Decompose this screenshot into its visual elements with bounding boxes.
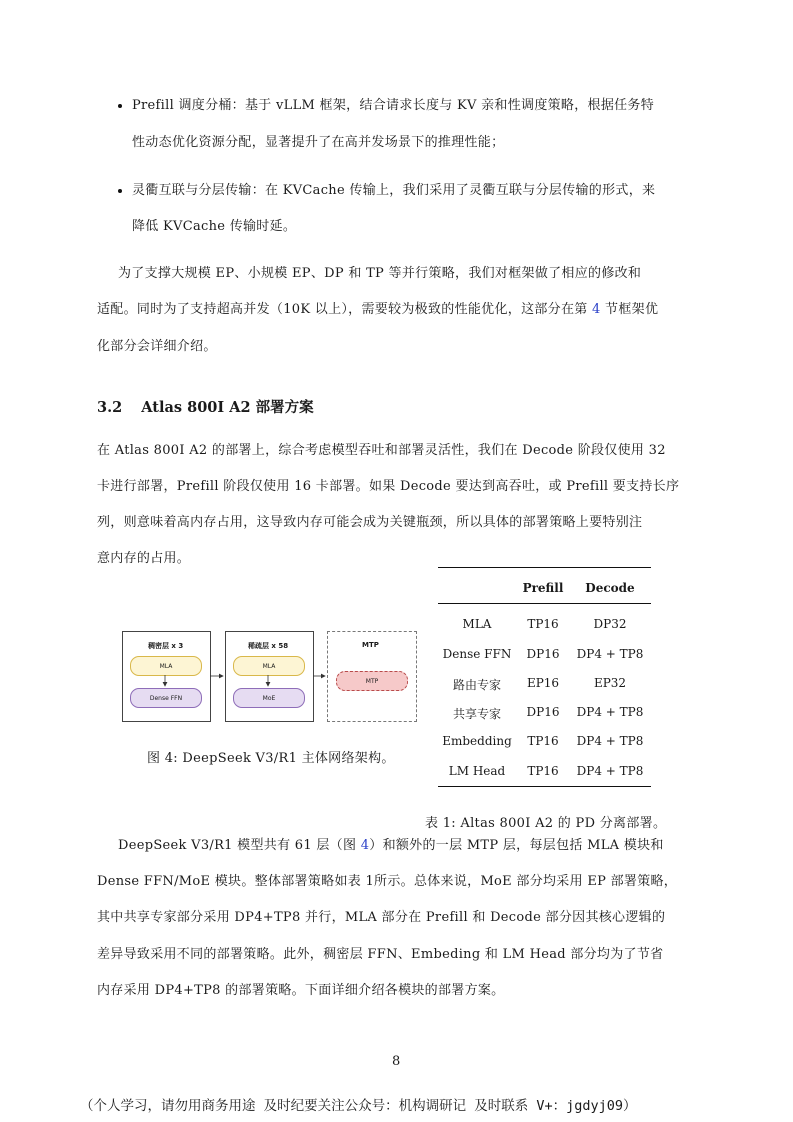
table-row-6-label: LM Head xyxy=(448,764,506,778)
sparse-layer-title: 稀疏层 x 58 xyxy=(248,642,289,650)
para1-line-3: 化部分会详细介绍。 xyxy=(97,339,217,354)
table-header-decode: Decode xyxy=(585,581,635,595)
table-row-4-prefill: DP16 xyxy=(526,705,560,719)
para1-line-2 xyxy=(97,302,658,318)
table-row-1-label: MLA xyxy=(462,617,492,631)
bullet-1-line-2: 性动态优化资源分配，显著提升了在高并发场景下的推理性能； xyxy=(132,135,505,150)
table-bottom-rule xyxy=(438,786,651,787)
table-row-1-prefill: TP16 xyxy=(527,617,559,631)
table-row-6-decode: DP4 + TP8 xyxy=(576,764,644,778)
bullet-2-line-1: 灵衢互联与分层传输：在 KVCache 传输上，我们采用了灵衢互联与分层传输的形式，来 xyxy=(132,183,656,198)
table-top-rule xyxy=(438,567,651,568)
section-heading xyxy=(97,396,314,417)
para1-line-2-text: 适配。同时为了支持超高并发（10K 以上），需要较为极致的性能优化，这部分在第 xyxy=(97,302,593,317)
para2-line-3: 列，则意味着高内存占用，这导致内存可能会成为关键瓶颈，所以具体的部署策略上要特别注 xyxy=(97,515,643,530)
table-header-prefill: Prefill xyxy=(522,581,564,595)
para3-line-3: 其中共享专家部分采用 DP4+TP8 并行，MLA 部分在 Prefill 和 Decode 部分因其核心逻辑的 xyxy=(97,910,666,925)
mtp-node: MTP xyxy=(336,671,408,691)
para3-line-1 xyxy=(118,838,664,854)
table-row-4-decode: DP4 + TP8 xyxy=(576,705,644,719)
bullet-2-line-2: 降低 KVCache 传输时延。 xyxy=(132,219,297,234)
dense-ffn-node: Dense FFN xyxy=(130,688,202,708)
table-caption: 表 1: Altas 800I A2 的 PD 分离部署。 xyxy=(425,816,667,831)
table-row-3-prefill: EP16 xyxy=(526,676,560,690)
footer-note: （个人学习，请勿用商务用途 及时纪要关注公众号：机构调研记 及时联系 V+：jgdyj09） xyxy=(80,1098,637,1114)
dense-layer-title: 稠密层 x 3 xyxy=(148,642,184,650)
para1-line-2-end: 节框架优 xyxy=(605,302,659,317)
table-row-5-label: Embedding xyxy=(442,734,512,748)
table-row-5-prefill: TP16 xyxy=(527,734,559,748)
para3-line-1-text: DeepSeek V3/R1 模型共有 61 层（图 xyxy=(118,838,361,853)
para3-line-2: Dense FFN/MoE 模块。整体部署策略如表 1所示。总体来说，MoE 部分均采用 EP 部署策略， xyxy=(97,874,678,889)
table-row-4-label: 共享专家 xyxy=(452,707,501,721)
para2-line-1: 在 Atlas 800I A2 的部署上，综合考虑模型吞吐和部署灵活性，我们在 Decode 阶段仅使用 32 xyxy=(97,443,666,458)
bullet-1-line-1: Prefill 调度分桶：基于 vLLM 框架，结合请求长度与 KV 亲和性调度策略，根据任务特 xyxy=(132,98,655,113)
page-number: 8 xyxy=(392,1054,401,1069)
figure-caption: 图 4: DeepSeek V3/R1 主体网络架构。 xyxy=(147,751,395,766)
para3-line-5: 内存采用 DP4+TP8 的部署策略。下面详细介绍各模块的部署方案。 xyxy=(97,983,505,998)
section-reference-link[interactable]: 4 xyxy=(592,302,601,317)
table-mid-rule xyxy=(438,603,651,604)
table-row-2-prefill: DP16 xyxy=(526,647,560,661)
table-row-2-label: Dense FFN xyxy=(442,647,512,661)
para2-line-2: 卡进行部署，Prefill 阶段仅使用 16 卡部署。如果 Decode 要达到高吞吐，或 Prefill 要支持长序 xyxy=(97,479,680,494)
figure-reference-link[interactable]: 4 xyxy=(360,838,370,853)
table-row-2-decode: DP4 + TP8 xyxy=(576,647,644,661)
para3-line-1-tail: ）和额外的一层 MTP 层，每层包括 MLA 模块和 xyxy=(369,838,664,853)
sparse-mla-node: MLA xyxy=(233,656,305,676)
para1-line-1: 为了支撑大规模 EP、小规模 EP、DP 和 TP 等并行策略，我们对框架做了相应的修改和 xyxy=(118,266,642,281)
bullet-dot-2 xyxy=(118,189,122,193)
dense-mla-node: MLA xyxy=(130,656,202,676)
bullet-dot-1 xyxy=(118,104,122,108)
table-row-6-prefill: TP16 xyxy=(527,764,559,778)
section-title: Atlas 800I A2 部署方案 xyxy=(141,399,314,416)
para3-line-4: 差异导致采用不同的部署策略。此外，稠密层 FFN、Embeding 和 LM Head 部分均为了节省 xyxy=(97,947,664,962)
table-row-3-label: 路由专家 xyxy=(452,678,501,692)
table-row-3-decode: EP32 xyxy=(593,676,627,690)
moe-node: MoE xyxy=(233,688,305,708)
table-row-1-decode: DP32 xyxy=(593,617,627,631)
mtp-title: MTP xyxy=(362,641,379,649)
section-number: 3.2 xyxy=(97,399,123,416)
para2-line-4: 意内存的占用。 xyxy=(97,551,191,566)
table-row-5-decode: DP4 + TP8 xyxy=(576,734,644,748)
